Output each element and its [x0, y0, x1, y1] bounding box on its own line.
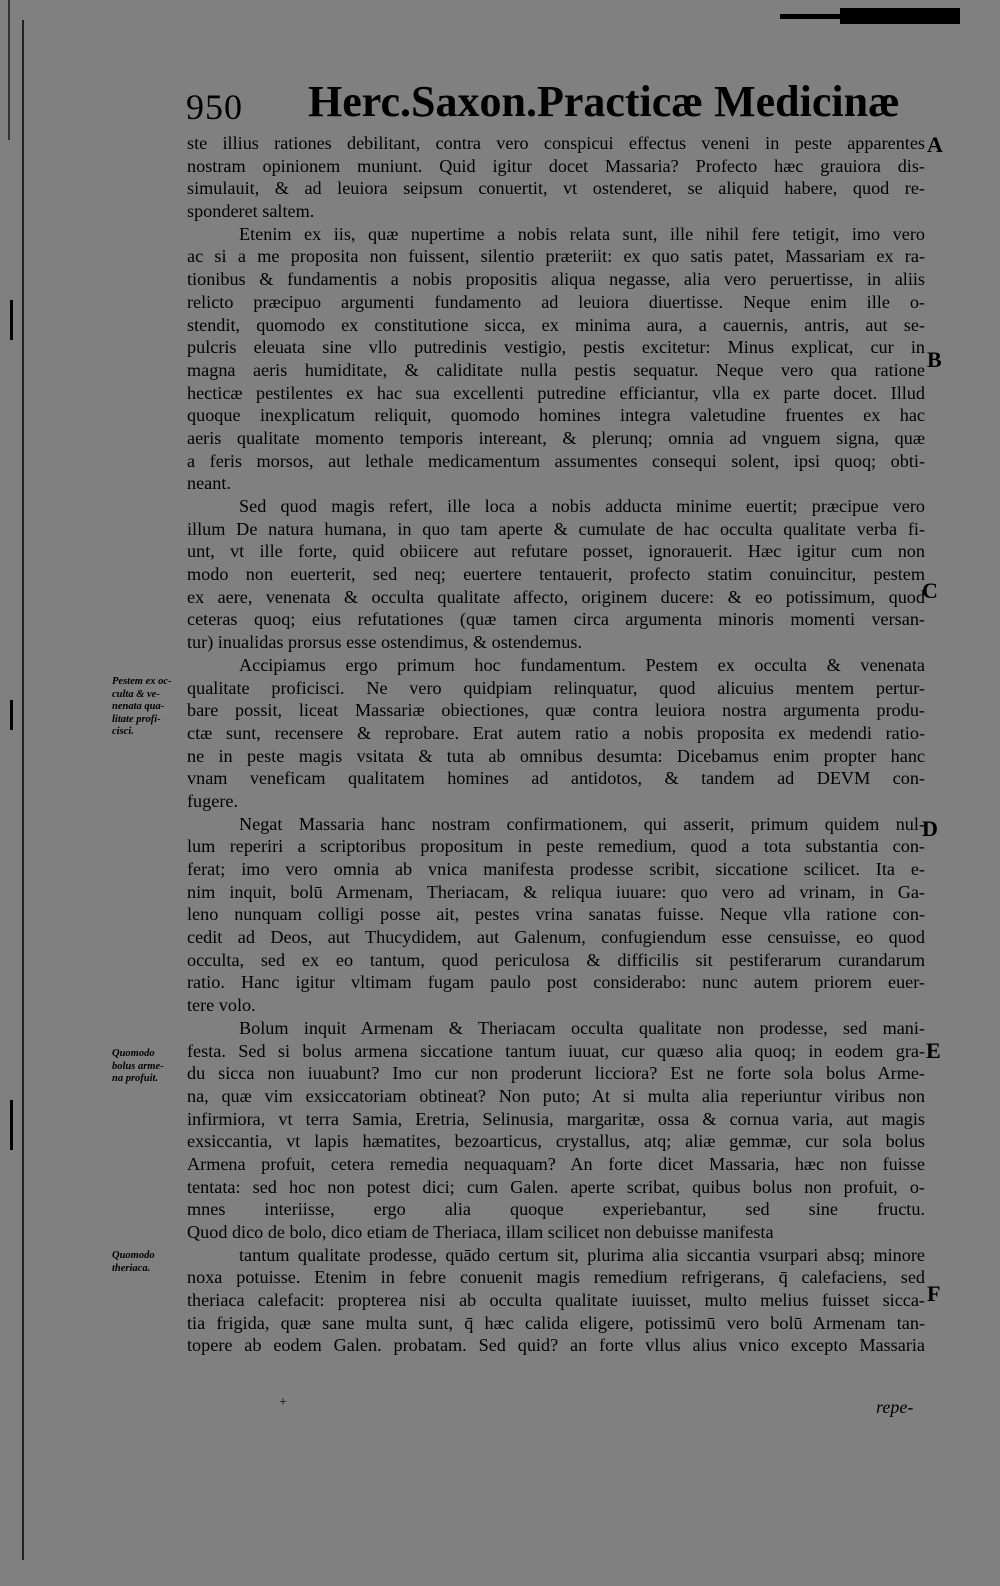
text-line: fugere.: [187, 790, 238, 811]
text-line: leno nunquam colligi posse ait, pestes vrina sanatas fuisse. Neque vlla ratione con-: [187, 904, 925, 925]
margin-letter: C: [922, 578, 938, 603]
text-line: Sed quod magis refert, ille loca a nobis adducta minime euertit; præcipue vero: [239, 496, 925, 516]
text-line: tur) inualidas prorsus esse ostendimus, & ostendemus.: [187, 632, 583, 653]
text-line: ferat; imo vero omnia ab vnica manifesta prodesse scribit, siccatione scilicet. Ita e-: [187, 859, 925, 879]
page-number: 950: [186, 87, 243, 127]
text-line: pulcris eleuata sine vllo putredinis vestigio, pestis excitetur: Minus explicat, cur in: [187, 337, 925, 358]
text-line: ac si a me proposita non fuissent, silentio præteriit: ex quo satis patet, Massariam ex ra-: [187, 246, 925, 267]
text-line: ex aere, venenata & occulta qualitate affecto, originem ducere: & eo potissimum, quod: [187, 586, 925, 607]
margin-letter: F: [927, 1281, 941, 1306]
text-line: relicto præcipuo argumenti fundamento ad leuiora diuertisse. Neque enim ille o-: [187, 291, 925, 312]
gutter-mark: [10, 300, 13, 340]
text-line: na, quæ vim exsiccatoriam obtineat? Non puto; At si multa alia reperiuntur viribus non: [187, 1085, 925, 1106]
text-line: quoque inexplicatum reliquit, quomodo homines integra valetudine fruentes ex hac: [187, 405, 925, 426]
side-note: Pestem ex oc- culta & ve- nenata qua- litate profi- cisci.: [112, 676, 172, 737]
text-line: ste illius rationes debilitant, contra vero conspicui effectus veneni in peste apparentes: [187, 133, 925, 153]
text-line: stendit, quomodo ex constitutione sicca, ex minima aura, a cauernis, antris, aut se-: [187, 314, 925, 335]
gutter-mark: [10, 700, 13, 730]
text-line: magna aeris humiditate, & caliditate nulla pestis sequatur. Neque vero qua ratione: [187, 359, 925, 380]
text-line: tionibus & fundamentis a nobis propositis aliqua negasse, alia vero peruertisse, in aliis: [187, 269, 925, 290]
text-line: qualitate proficisci. Ne vero quidpiam relinquatur, quod alicuius mentem pertur-: [187, 677, 925, 698]
text-line: a feris morsos, aut lethale medicamentum assumentes consequi solent, ipsi quoq; obti-: [187, 450, 925, 471]
text-line: theriaca calefacit: propterea nisi ab occulta qualitate iuuisset, multo melius fuisset sicca-: [187, 1290, 925, 1311]
text-line: bare possit, liceat Massariæ obiectiones, quæ contra leuiora nostra argumenta produ-: [187, 700, 925, 721]
text-line: modo non euerterit, sed neq; euertere tentauerit, profecto statim conuincitur, pestem: [187, 564, 925, 585]
margin-letter: B: [927, 347, 942, 372]
side-note: Quomodo theriaca.: [112, 1250, 155, 1274]
text-line: infirmiora, vt terra Samia, Eretria, Selinusia, margaritæ, ossa & cornua varia, aut magis: [187, 1108, 925, 1129]
text-line: vnam veneficam qualitatem homines ad antidotos, & tandem ad DEVM con-: [187, 768, 925, 789]
text-line: noxa potuisse. Etenim in febre conuenit magis remedium refrigerans, q̄ calefaciens, sed: [187, 1267, 925, 1288]
text-line: ne in peste magis vsitata & tuta ab omnibus desumta: Dicebamus enim propter hanc: [187, 745, 925, 766]
margin-letter: D: [922, 816, 938, 841]
text-line: ratio. Hanc igitur vltimam fugam paulo post considerabo: nunc autem priorem euer-: [187, 972, 925, 993]
text-line: illum De natura humana, in quo tam aperte & cumulate de hac occulta qualitate verba fi-: [187, 518, 925, 539]
text-line: Quod dico de bolo, dico etiam de Theriaca, illam scilicet non debuisse manifesta: [187, 1222, 774, 1242]
text-line: ctæ sunt, recensere & reprobare. Erat autem ratio a nobis proposita ex medendi ratio-: [187, 722, 925, 743]
text-line: unt, vt ille forte, quid obiicere aut refutare posset, ignorauerit. Hæc igitur cum non: [187, 541, 925, 562]
text-line: sponderet saltem.: [187, 201, 315, 222]
text-line: simulauit, & ad leuiora seipsum conuertit, vt ostenderet, se aliquid habere, quod re-: [187, 178, 925, 199]
text-line: exsiccantia, vt lapis hæmatites, bezoarticus, crystallus, atq; aliæ gemmæ, cur sola bolus: [187, 1131, 925, 1152]
text-line: topere ab eodem Galen. probatam. Sed quid? an forte vllus alius vnico excepto Massaria: [187, 1335, 925, 1356]
text-line: tentata: sed hoc non potest dici; cum Galen. aperte scribat, quibus bolus non profuit, o-: [187, 1176, 925, 1197]
text-line: tantum qualitate prodesse, quādo certum sit, plurima alia siccantia vsurpari absq; minore: [239, 1244, 925, 1265]
text-line: mnes interiisse, ergo alia quoque experiebantur, sed sine fructu.: [187, 1199, 925, 1220]
text-line: lum reperiri a scriptoribus propositum in peste remedium, quod a tota substantia con-: [187, 836, 925, 857]
signature-mark: +: [279, 1395, 287, 1410]
running-title: Herc.Saxon.Practicæ Medicinæ: [308, 77, 900, 126]
catchword: repe-: [876, 1397, 914, 1417]
page-edge-shadow: [8, 0, 10, 140]
text-line: Armena profuit, cetera remedia nequaquam? An forte dicet Massaria, hæc non fuisse: [187, 1153, 925, 1174]
gutter-mark: [10, 1100, 13, 1150]
body-text: [187, 132, 925, 1357]
text-line: du sicca non iuuabunt? Imo cur non proderunt licciora? Est ne forte sola bolus Arme-: [187, 1063, 925, 1084]
text-line: tia frigida, quæ sane multa sunt, q̄ hæc calida eligere, potissimū vero bolū Armenam tan-: [187, 1312, 925, 1333]
text-line: Accipiamus ergo primum hoc fundamentum. Pestem ex occulta & venenata: [239, 654, 925, 675]
side-note: Quomodo bolus arme- na profuit.: [112, 1048, 164, 1084]
text-line: Negat Massaria hanc nostram confirmationem, qui asserit, primum quidem nul-: [239, 813, 925, 834]
text-line: Bolum inquit Armenam & Theriacam occulta qualitate non prodesse, sed mani-: [239, 1017, 925, 1038]
top-ink-mark: [840, 8, 960, 24]
top-ink-mark: [780, 14, 840, 19]
text-line: occulta, sed ex eo tantum, quod periculosa & difficilis sit pestiferarum curandarum: [187, 949, 925, 970]
gutter-line: [22, 20, 24, 1560]
text-line: hecticæ pestilentes ex hac sua excellenti putredine efficiantur, vlla ex parte docet. Illud: [187, 382, 925, 403]
text-line: festa. Sed si bolus armena siccatione tantum iuuat, cur quæso alia quoq; in eodem gra-: [187, 1040, 925, 1061]
text-line: nostram opinionem muniunt. Quid igitur docet Massaria? Profecto hæc grauiora dis-: [187, 155, 925, 176]
margin-letter: E: [926, 1038, 941, 1063]
page-header: [186, 72, 946, 132]
text-line: aeris qualitate momento temporis intereant, & plerunq; omnia ad vnguem signa, quæ: [187, 427, 925, 448]
text-line: nim inquit, bolū Armenam, Theriacam, & reliqua iuuare: quo vero ad vrinam, in Ga-: [187, 881, 925, 902]
text-line: tere volo.: [187, 995, 256, 1016]
margin-letter: A: [927, 132, 943, 157]
text-line: cedit ad Deos, aut Thucydidem, aut Galenum, confugiendum esse censuisse, eo quod: [187, 927, 925, 948]
text-line: ceteras quoq; eius refutationes (quæ tamen circa argumenta minoris momenti versan-: [187, 609, 925, 630]
text-line: Etenim ex iis, quæ nupertime a nobis relata sunt, ille nihil fere tetigit, imo vero: [239, 223, 925, 244]
text-line: neant.: [187, 473, 231, 494]
